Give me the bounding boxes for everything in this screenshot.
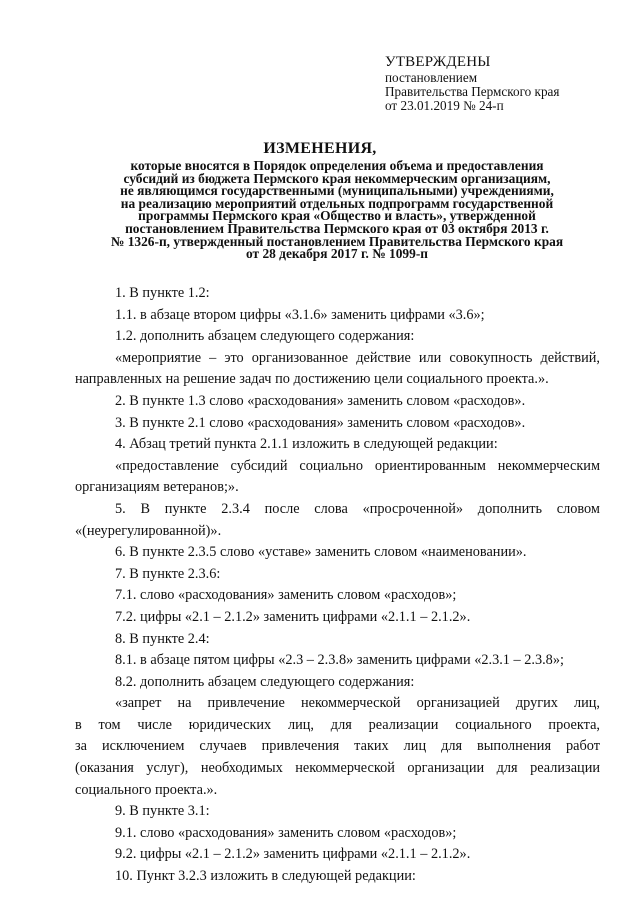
subtitle-line: от 28 декабря 2017 г. № 1099-п xyxy=(246,246,428,262)
paragraph: 4. Абзац третий пункта 2.1.1 изложить в следующей редакции: xyxy=(115,436,498,453)
paragraph: 10. Пункт 3.2.3 изложить в следующей редакции: xyxy=(115,868,416,885)
quoted-paragraph: социального проекта.». xyxy=(75,781,218,798)
document-body xyxy=(75,283,600,888)
approval-heading: УТВЕРЖДЕНЫ xyxy=(385,54,491,70)
quoted-paragraph: (оказания услуг), необходимых некоммерческой организации для реализации xyxy=(75,760,600,777)
paragraph: 5. В пункте 2.3.4 после слова «просроченной» дополнить словом xyxy=(115,500,600,517)
paragraph: 1. В пункте 1.2: xyxy=(115,285,210,301)
paragraph: 7. В пункте 2.3.6: xyxy=(115,565,221,582)
approval-line: Правительства Пермского края xyxy=(385,84,560,99)
paragraph: 3. В пункте 2.1 слово «расходования» заменить словом «расходов». xyxy=(115,414,526,431)
subtitle-line: постановлением Правительства Пермского края от 03 октября 2013 г. xyxy=(125,220,549,236)
quoted-paragraph: «запрет на привлечение некоммерческой организацией других лиц, xyxy=(115,695,600,712)
quoted-paragraph: «мероприятие – это организованное действие или совокупность действий, xyxy=(115,349,600,366)
subtitle-line: на реализацию мероприятий отдельных подпрограмм государственной xyxy=(120,195,554,211)
paragraph: 9. В пункте 3.1: xyxy=(115,803,210,820)
subtitle-line: субсидий из бюджета Пермского края некоммерческим организациям, xyxy=(123,170,551,186)
paragraph: 6. В пункте 2.3.5 слово «уставе» заменить словом «наименовании». xyxy=(115,544,527,561)
subtitle-line: не являющимся государственными (муниципальными) учреждениями, xyxy=(120,183,554,199)
paragraph: 8.2. дополнить абзацем следующего содержания: xyxy=(115,673,415,690)
paragraph: 2. В пункте 1.3 слово «расходования» заменить словом «расходов». xyxy=(115,392,526,409)
paragraph: 7.2. цифры «2.1 – 2.1.2» заменить цифрами «2.1.1 – 2.1.2». xyxy=(115,608,471,625)
document-title: ИЗМЕНЕНИЯ, xyxy=(263,140,377,157)
paragraph: 1.2. дополнить абзацем следующего содержания: xyxy=(115,328,415,345)
paragraph: 7.1. слово «расходования» заменить словом «расходов»; xyxy=(115,587,457,604)
approval-stamp xyxy=(385,54,635,113)
subtitle-line: № 1326-п, утвержденный постановлением Правительства Пермского края xyxy=(110,233,564,249)
paragraph: 1.1. в абзаце втором цифры «3.1.6» заменить цифрами «3.6»; xyxy=(115,306,485,323)
approval-line: от 23.01.2019 № 24-п xyxy=(385,98,504,113)
subtitle-line: которые вносятся в Порядок определения объема и предоставления xyxy=(130,158,544,173)
quoted-paragraph: в том числе юридических лиц, для реализации социального проекта, xyxy=(75,716,600,733)
paragraph: 9.2. цифры «2.1 – 2.1.2» заменить цифрами «2.1.1 – 2.1.2». xyxy=(115,846,471,863)
paragraph: 8. В пункте 2.4: xyxy=(115,630,210,647)
paragraph: «(неурегулированной)». xyxy=(75,522,222,539)
paragraph: 9.1. слово «расходования» заменить словом «расходов»; xyxy=(115,824,457,841)
quoted-paragraph: организациям ветеранов;». xyxy=(75,479,239,496)
approval-line: постановлением xyxy=(385,70,478,85)
quoted-paragraph: направленных на решение задач по достижению цели социального проекта.». xyxy=(75,371,549,388)
document-subtitle xyxy=(70,160,604,261)
quoted-paragraph: за исключением случаев привлечения таких лиц для выполнения работ xyxy=(75,738,600,755)
subtitle-line: программы Пермского края «Общество и власть», утвержденной xyxy=(138,208,536,224)
paragraph: 8.1. в абзаце пятом цифры «2.3 – 2.3.8» заменить цифрами «2.3.1 – 2.3.8»; xyxy=(115,652,564,669)
quoted-paragraph: «предоставление субсидий социально ориентированным некоммерческим xyxy=(115,457,600,474)
